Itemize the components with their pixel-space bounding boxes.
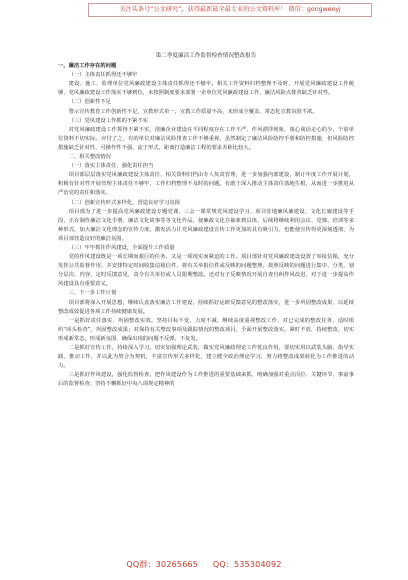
paragraph: 三、下一步工作计划: [68, 290, 117, 297]
section-heading: 一、廉洁工作存在的问题: [58, 63, 117, 70]
paragraph: 项目部层层落实党风廉政建设主体责任，相关资料归档由专人负责管理，进一步加强内部建设，制订年度工作开展计划，积极有针对性开展管理主体责任不够牢，工作归档整理不及时的问题。有助于深入推动主体责任落地生根，从而进一步推进从严治党的责任和落实。: [58, 172, 354, 197]
paragraph: （三）党风建设工作抓的不紧不实: [68, 117, 149, 124]
paragraph: 二是抓好宣传工作，持续深入学习。切实加强理论武装，做实党风廉政理论工作优良作用，要切实用以武装头脑、指导实践、推动工作，并以此为契合为契机，丰富宣传形式多样化，建立健全政治理论学习，努力将整改成果转化为工作推进的动力。: [58, 345, 354, 370]
paragraph: 项目部将深入开展思想，继续认真落实廉洁工作建设，持续抓好运研反馈意见的整改落实，进一步巩固整改成果，以延续整改成效促进各项工作持续健康发展。: [58, 299, 354, 315]
paragraph: 警示宣传教育工作创新性不足，宣教形式单一，宣教工作质量不高，未形成全覆盖，常态化宣教氛围不浓。: [68, 108, 318, 115]
paragraph: 党的作风建设既是一项长期而艰巨的任务，又是一项现实而紧迫的工作。项目部针对党风廉政建设设置了举报信箱，充分发挥公共监督作用，并安排特定时间收集信箱信件，将有关举报信件或反映的问题整理，按照反映的问题进行集中、分类、划分层次、内容，定时反馈意见，责令有关单位或人员限期整改。还对有子反映情况开展自查自纠作风改进，对于进一步提高作风建设具有重要意义。: [58, 254, 354, 288]
paragraph: （三）牢牢抓住作风建设，全面提升工作质量: [68, 244, 175, 251]
paragraph: 一是抓好责任落实，巩固整改实效。坚持目标不变、力度不减，继续高度重视整改工作，对已完成的整改任务，适时组织“回头检查”，巩固整改成果；对保持有关整改事项及跟踪情况的整改项目，全面开展整改落实，紧盯不放，持续整改，切实形成新常态，形成新氛围，确保出现的问题不反弹、不复发。: [58, 317, 354, 342]
qq-text: QQ：535304092: [212, 560, 282, 569]
paragraph: （一）主体责任抓得还不够牢: [68, 72, 138, 79]
paragraph: （二）创新宣传形式多样化，营造良好学习氛围: [68, 199, 180, 206]
paragraph: （一）落实主体责任，强化责任担当: [68, 163, 154, 170]
paragraph: 三是抓好作风建设，强化监督检查。把作风建设作为工作推进的重要基础来抓，明确加强对重点岗位、关键环节、事前事后的监督检查；坚持不懈抓好中央八项规定精神的: [58, 372, 354, 388]
paragraph: 建设、施工、监理单位党风廉政建设主体责任抓得还不够牢。相关工作资料归档整理不及时，开展党风廉政建设工作税够，党风廉政建设工作落实不够到位，未按照制度要求部署一企单位党风廉政建设工作，廉洁风险点排查缺乏针对性。: [58, 81, 354, 97]
paragraph-list: [58, 62, 354, 389]
document-title: 第二季度廉洁工作监督检查情况整改报告: [155, 53, 257, 59]
paragraph: 项目部为了进一步提高党风廉政建设专题党课、三会一课常规党风建设学习、项目驻地廉风廉建设、文化长廊建设等手段，正在制作廉洁文化手册、廉洁文化故事等等文化作品，使廉政文化自抽象到具体、后续将继续利用会议、党课、培训等多种形式，加大廉洁文化理念的宣传力度，激发活力让党风廉政建设宣传工作更加的具有吸引力，也能使宣传得更深刻透彻，为项目部营造良好的廉洁氛围。: [58, 208, 354, 242]
paragraph: 二、相关整改情况: [68, 154, 111, 161]
paragraph: 对党风廉政建设工作抓得不紧不实，清廉企业建设在不同程度存在工作不严、作风漂浮现象，谈心谈话走心的少，个别单位资料不切实际、应付了之，有的单位对廉洁风险排查工作不够重视，虽然制定了廉洁风险防控手册和防控措施，但风险防控措施缺乏针对性、可操作性不强，流于形式，距离打造廉洁工程的要求差距比较大。: [58, 126, 354, 151]
document-body: [58, 52, 354, 389]
promo-banner: 关注头条号“公文研究”，获得最新最全最专业的公文资料库！ 微信：gongwenyj: [88, 3, 372, 17]
qq-group-text: QQ群：30265665: [126, 560, 199, 569]
paragraph: （二）创新性不足: [68, 99, 111, 106]
contact-footer: [0, 559, 408, 570]
